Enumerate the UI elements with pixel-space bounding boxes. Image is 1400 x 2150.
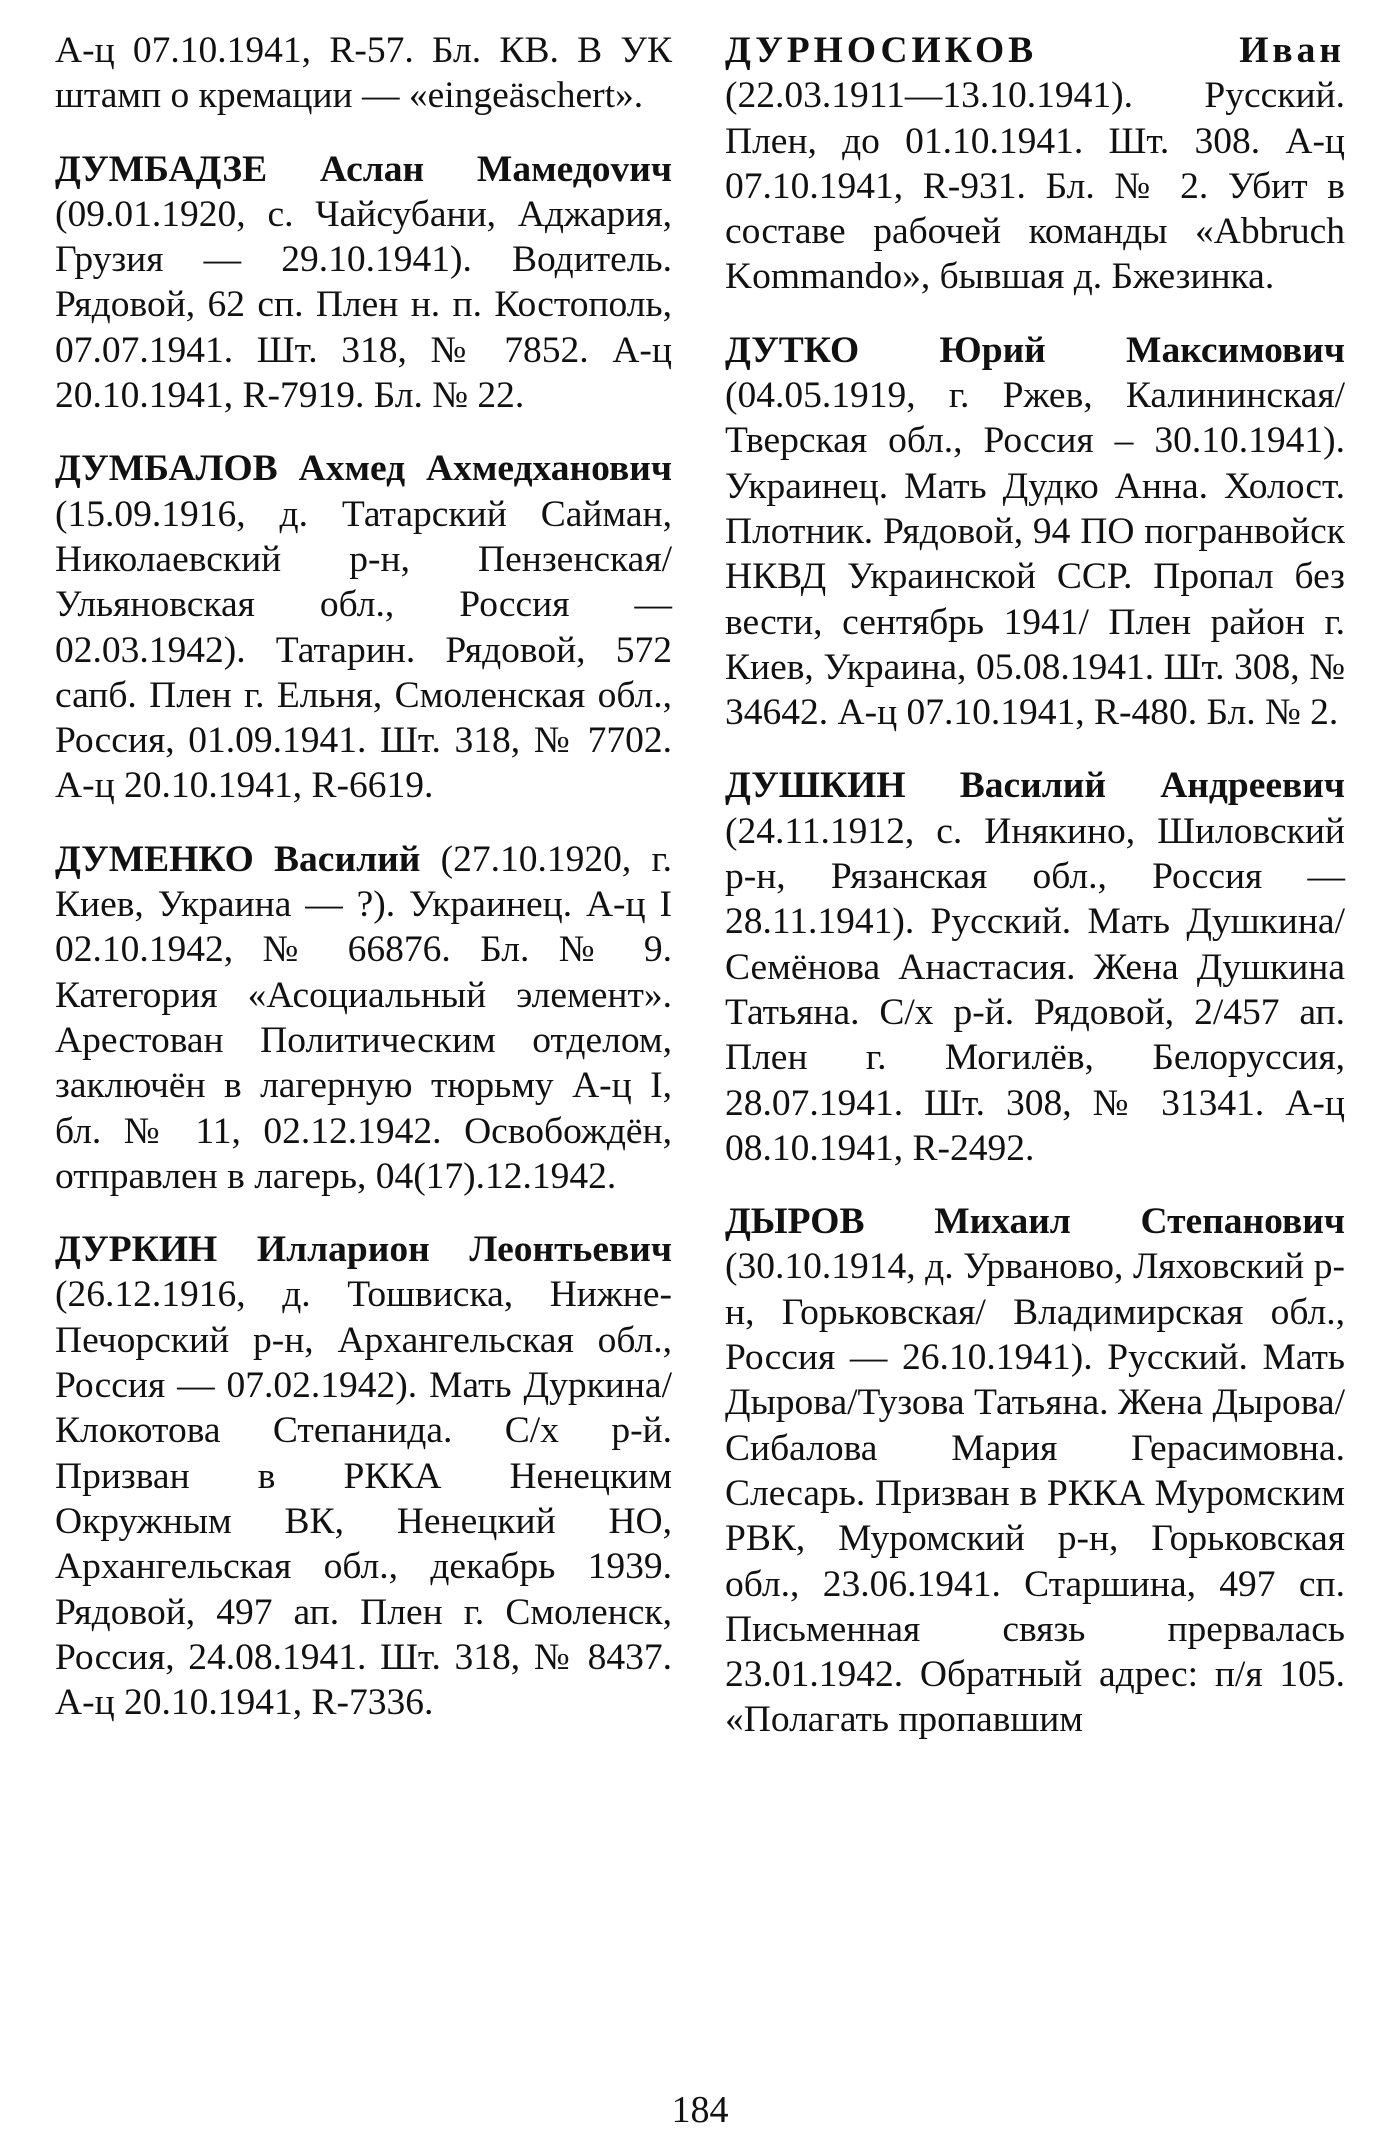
entry-name: ДУРНОСИКОВ Иван <box>725 30 1345 71</box>
entry-dyrov <box>725 1199 1345 1743</box>
entry-dutko <box>725 328 1345 736</box>
entry-dumenko <box>55 837 672 1199</box>
page-number: 184 <box>671 2089 729 2131</box>
entry-durnosikov <box>725 28 1345 300</box>
left-column <box>55 28 672 2068</box>
entry-durkin <box>55 1227 672 1725</box>
entry-text: (09.01.1920, с. Чайсубани, Аджария, Грузия — 29.10.1941). Водитель. Рядовой, 62 сп. Плен н. п. Костополь, 07.07.1941. Шт. 318, № 7852. А-ц 20.10.1941, R-7919. Бл. № 22. <box>55 193 672 417</box>
entry-text: (04.05.1919, г. Ржев, Калининская/Тверская обл., Россия – 30.10.1941). Украинец. Мать Дудко Анна. Холост. Плотник. Рядовой, 94 ПО погранвойск НКВД Украинской ССР. Пропал без вести, сентябрь 1941/ Плен район г. Киев, Украина, 05.08.1941. Шт. 308, № 34642. А-ц 07.10.1941, R-480. Бл. № 2. <box>725 375 1345 734</box>
entry-text: (22.03.1911—13.10.1941). Русский. Плен, до 01.10.1941. Шт. 308. А-ц 07.10.1941, R-931. Бл. № 2. Убит в составе рабочей команды «Abbruch Kommando», бывшая д. Бжезинка. <box>725 75 1345 298</box>
entry-name: ДУМБАДЗЕ Аслан Мамедоvич <box>55 148 672 190</box>
entry-text: (15.09.1916, д. Татарский Сайман, Николаевский р-н, Пензенская/Ульяновская обл., Россия — 02.03.1942). Татарин. Рядовой, 572 сапб. Плен г. Ельня, Смоленская обл., Россия, 01.09.1941. Шт. 318, № 7702. А-ц 20.10.1941, R-6619. <box>55 493 672 807</box>
right-column <box>725 28 1345 2068</box>
entry-text: (30.10.1914, д. Урваново, Ляховский р-н, Горьковская/ Владимирская обл., Россия — 26.10.1941). Русский. Мать Дырова/Тузова Татьяна. Жена Дырова/Сибалова Мария Герасимовна. Слесарь. Призван в РККА Муромским РВК, Муромский р-н, Горьковская обл., 23.06.1941. Старшина, 497 сп. Письменная связь прервалась 23.01.1942. Обратный адрес: п/я 105. «Полагать пропавшим <box>725 1246 1345 1741</box>
entry-dushkin <box>725 763 1345 1171</box>
entry-text: (26.12.1916, д. Тошвиска, Нижне-Печорский р-н, Архангельская обл., Россия — 07.02.1942). Мать Дуркина/ Клокотова Степанида. С/х р-й. Призван в РККА Ненецким Окружным ВК, Ненецкий НО, Архангельская обл., декабрь 1939. Рядовой, 497 ап. Плен г. Смоленск, Россия, 24.08.1941. Шт. 318, № 8437. А-ц 20.10.1941, R-7336. <box>55 1274 672 1724</box>
page <box>55 28 1345 2068</box>
entry-continuation: А-ц 07.10.1941, R-57. Бл. КВ. В УК штамп о кремации — «eingeäschert». <box>55 30 672 117</box>
entry-name: ДУМЕНКО Василий <box>55 838 421 880</box>
entry-name: ДУМБАЛОВ Ахмед Ахмедханович <box>55 448 672 490</box>
entry-text: (24.11.1912, с. Инякино, Шиловский р-н, Рязанская обл., Россия — 28.11.1941). Русский. Мать Душкина/Семёнова Анастасия. Жена Душкина Татьяна. С/х р-й. Рядовой, 2/457 ап. Плен г. Могилёв, Белоруссия, 28.07.1941. Шт. 308, № 31341. А-ц 08.10.1941, R-2492. <box>725 810 1345 1169</box>
entry-dumbalov <box>55 446 672 808</box>
entry-text: (27.10.1920, г. Киев, Украина — ?). Украинец. А-ц I 02.10.1942, № 66876. Бл. № 9. Категория «Асоциальный элемент». Арестован Политическим отделом, заключён в лагерную тюрьму А-ц I, бл. № 11, 02.12.1942. Освобождён, отправлен в лагерь, 04(17).12.1942. <box>55 838 673 1197</box>
entry-dumbadze <box>55 147 672 419</box>
entry-name: ДУТКО Юрий Максимович <box>725 329 1345 371</box>
entry-name: ДЫРОВ Михаил Степанович <box>725 1201 1345 1243</box>
entry-name: ДУРКИН Илларион Леонтьевич <box>55 1229 672 1271</box>
entry-name: ДУШКИН Василий Андреевич <box>725 765 1345 807</box>
